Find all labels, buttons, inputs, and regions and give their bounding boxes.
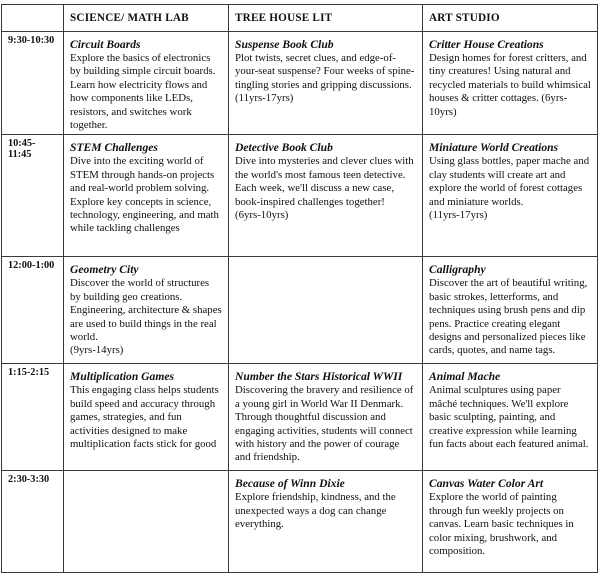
class-title: Because of Winn Dixie bbox=[235, 477, 345, 491]
class-description: Plot twists, secret clues, and edge-of-your-seat suspense? Four weeks of spine-tingling stories and gripping discussions. (11yrs-17yrs) bbox=[235, 52, 415, 105]
class-title: Calligraphy bbox=[429, 263, 486, 277]
class-cell bbox=[229, 32, 423, 135]
class-title: Number the Stars Historical WWII bbox=[235, 370, 403, 384]
class-cell bbox=[229, 364, 423, 471]
class-title: Multiplication Games bbox=[70, 370, 175, 384]
class-title: Animal Mache bbox=[429, 370, 501, 384]
class-description: Dive into mysteries and clever clues with the world's most famous teen detective. Each week, we'll discuss a new case, book-inspired challenges together! bbox=[235, 155, 414, 208]
header-row bbox=[2, 5, 598, 32]
class-cell bbox=[64, 364, 229, 471]
class-cell bbox=[64, 135, 229, 257]
header-science-math-lab: SCIENCE/ MATH LAB bbox=[64, 5, 229, 32]
class-cell bbox=[423, 471, 598, 573]
class-cell bbox=[423, 135, 598, 257]
class-cell bbox=[229, 471, 423, 573]
class-cell bbox=[64, 257, 229, 364]
class-title: Critter House Creations bbox=[429, 38, 544, 51]
class-cell bbox=[423, 257, 598, 364]
class-cell bbox=[423, 32, 598, 135]
table-row bbox=[2, 32, 598, 135]
table-row bbox=[2, 471, 598, 573]
class-age-range: (11yrs-17yrs) bbox=[429, 209, 488, 222]
class-cell bbox=[423, 364, 598, 471]
header-tree-house-lit: TREE HOUSE LIT bbox=[229, 5, 423, 32]
class-title: Miniature World Creations bbox=[429, 141, 559, 155]
class-description: Explore the basics of electronics by building simple circuit boards. Learn how electricity flows and how components like LEDs, resistors, and switches work together. bbox=[70, 52, 216, 132]
class-cell-empty bbox=[64, 471, 229, 573]
time-slot: 10:45-11:45 bbox=[2, 135, 64, 257]
table-row bbox=[2, 364, 598, 471]
class-title: Circuit Boards bbox=[70, 38, 141, 51]
class-description: Dive into the exciting world of STEM through hands-on projects and real-world problem solving. Explore key concepts in science, technology, engineering, and math while tackling challenges bbox=[70, 155, 219, 235]
class-cell bbox=[64, 32, 229, 135]
time-slot: 2:30-3:30 bbox=[2, 471, 64, 573]
class-title: Detective Book Club bbox=[235, 141, 333, 155]
time-slot: 12:00-1:00 bbox=[2, 257, 64, 364]
class-title: Canvas Water Color Art bbox=[429, 477, 544, 491]
class-description: Animal sculptures using paper mâché techniques. We'll explore basic sculpting, painting, and creative expression while learning fun facts about each featured animal. bbox=[429, 384, 589, 451]
time-slot: 9:30-10:30 bbox=[2, 32, 64, 135]
class-description: Design homes for forest critters, and tiny creatures! Using natural and recycled materials to build whimsical houses & critter cottages. (6yrs-10yrs) bbox=[429, 52, 591, 118]
time-slot: 1:15-2:15 bbox=[2, 364, 64, 471]
class-title: STEM Challenges bbox=[70, 141, 158, 155]
class-age-range: (6yrs-10yrs) bbox=[235, 209, 289, 222]
class-description: Discover the world of structures by building geo creations. Engineering, architecture & shapes are used to build things in the real world. bbox=[70, 277, 222, 344]
class-description: Explore the world of painting through fun weekly projects on canvas. Learn basic techniques in color mixing, brushwork, and composition. bbox=[429, 491, 574, 558]
table-row bbox=[2, 257, 598, 364]
class-description: Discovering the bravery and resilience of a young girl in World War II Denmark. Through thoughtful discussion and engaging activities, students will connect with history and the power of courage and friendship. bbox=[235, 384, 414, 464]
class-cell-empty bbox=[229, 257, 423, 364]
class-description: Explore friendship, kindness, and the unexpected ways a dog can change everything. bbox=[235, 491, 396, 531]
class-title: Geometry City bbox=[70, 263, 139, 277]
class-description: Discover the art of beautiful writing, basic strokes, letterforms, and techniques using brush pens and dip pens. Practice creating elegant designs and personalized pieces like cards, quotes, and name tags. bbox=[429, 277, 588, 357]
header-art-studio: ART STUDIO bbox=[423, 5, 598, 32]
header-time bbox=[2, 5, 64, 32]
schedule-table bbox=[1, 4, 598, 573]
table-row bbox=[2, 135, 598, 257]
class-title: Suspense Book Club bbox=[235, 38, 334, 51]
class-description: This engaging class helps students build speed and accuracy through games, strategies, and fun activities designed to make multiplication facts stick for good bbox=[70, 384, 219, 451]
class-cell bbox=[229, 135, 423, 257]
class-age-range: (9yrs-14yrs) bbox=[70, 344, 124, 357]
class-description: Using glass bottles, paper mache and clay students will create art and explore the world of forest cottages and miniature worlds. bbox=[429, 155, 590, 208]
